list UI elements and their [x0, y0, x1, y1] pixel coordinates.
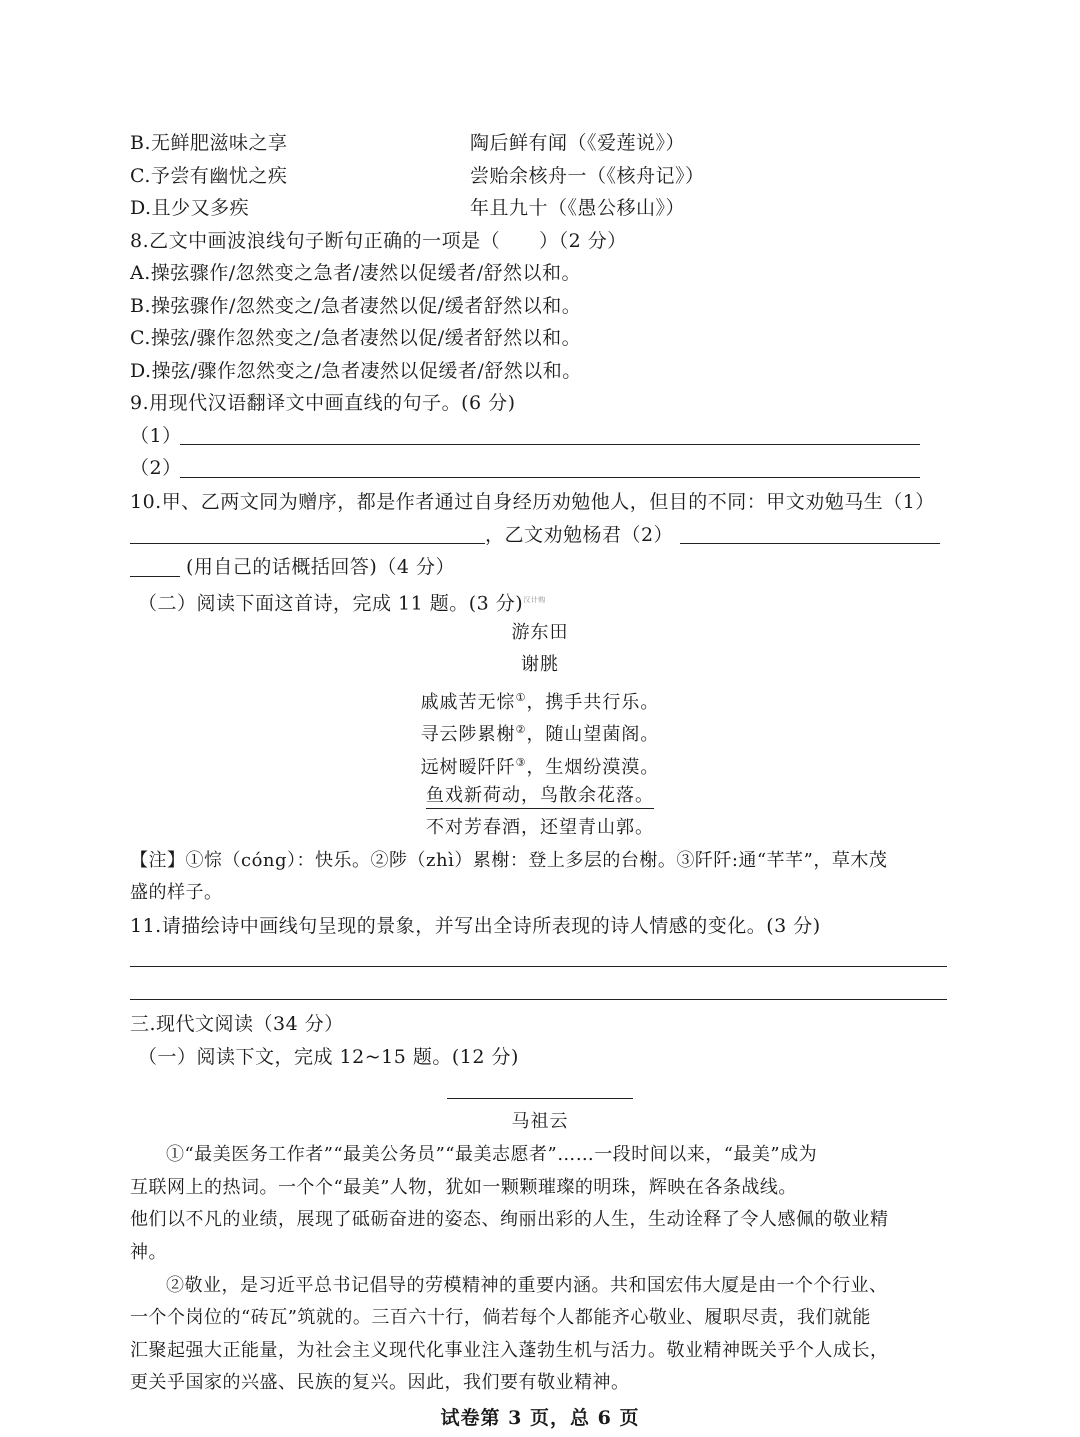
article-p2-line-3: 汇聚起强大正能量，为社会主义现代化事业注入蓬勃生机与活力。敬业精神既关乎个人成长， — [130, 1340, 889, 1361]
q10-line-3: (用自己的话概括回答)（4 分） — [186, 556, 455, 578]
q8-option-b: B.操弦骤作/忽然变之/急者凄然以促/缓者舒然以和。 — [130, 295, 582, 317]
q10-line-1: 10.甲、乙两文同为赠序，都是作者通过自身经历劝勉他人，但目的不同：甲文劝勉马生（1） — [130, 491, 935, 513]
poem-note-line-2: 盛的样子。 — [130, 882, 223, 903]
article-title-blank[interactable] — [447, 1098, 633, 1099]
q7-option-b: B.无鲜肥滋味之享 陶后鲜有闻（《爱莲说》） — [130, 132, 686, 154]
q9-item-2: （2） — [130, 457, 182, 479]
q7-option-c: C.予尝有幽忧之疾 尝贻余核舟一（《核舟记》） — [130, 165, 705, 187]
poem-line-2: 寻云陟累榭②，随山望菌阁。 — [420, 723, 660, 745]
part3-sub-heading: （一）阅读下文，完成 12~15 题。(12 分) — [138, 1046, 519, 1068]
article-p1-line-4: 神。 — [130, 1242, 167, 1263]
q9-stem: 9.用现代汉语翻译文中画直线的句子。(6 分) — [130, 392, 516, 414]
part3-heading: 三.现代文阅读（34 分） — [130, 1013, 344, 1035]
q10-line-2: ，乙文劝勉杨君（2） — [485, 524, 674, 546]
q8-option-d: D.操弦/骤作忽然变之/急者凄然以促缓者/舒然以和。 — [130, 360, 582, 382]
q11-answer-line-1[interactable] — [130, 966, 947, 967]
article-author: 马祖云 — [511, 1111, 569, 1132]
q9-item-1: （1） — [130, 425, 182, 447]
poem-line-3: 远树暧阡阡③，生烟纷漠漠。 — [420, 756, 660, 778]
poem-title: 游东田 — [511, 622, 569, 643]
q10-answer-line-1[interactable] — [130, 543, 485, 544]
q9-answer-line-2[interactable] — [180, 477, 920, 478]
article-p2-line-2: 一个个岗位的“砖瓦”筑就的。三百六十行，倘若每个人都能齐心敬业、履职尽责，我们就能 — [130, 1307, 871, 1328]
q8-option-a: A.操弦骤作/忽然变之急者/凄然以促缓者/舒然以和。 — [130, 262, 581, 284]
q11-answer-line-2[interactable] — [130, 999, 947, 1000]
q8-stem: 8.乙文中画波浪线句子断句正确的一项是（ ）（2 分） — [130, 230, 627, 252]
poem-line-4-underlined: 鱼戏新荷动，鸟散余花落。 — [0, 782, 1080, 810]
article-p1-line-2: 互联网上的热词。一个个“最美”人物，犹如一颗颗璀璨的明珠，辉映在各条战线。 — [130, 1177, 797, 1198]
q10-answer-line-3[interactable] — [130, 576, 180, 577]
q7-option-d: D.且少又多疾 年且九十（《愚公移山》） — [130, 197, 686, 219]
q10-answer-line-2[interactable] — [680, 543, 940, 544]
page-footer: 试卷第 3 页，总 6 页 — [440, 1407, 640, 1429]
q11-stem: 11.请描绘诗中画线句呈现的景象，并写出全诗所表现的诗人情感的变化。(3 分) — [130, 915, 821, 937]
poem-author: 谢朓 — [521, 654, 559, 675]
poem-line-5: 不对芳春酒，还望青山郭。 — [426, 817, 654, 838]
part2-heading: （二）阅读下面这首诗，完成 11 题。(3 分)$^{汉计购}$ — [138, 592, 546, 615]
q8-option-c: C.操弦/骤作忽然变之/急者凄然以促/缓者舒然以和。 — [130, 327, 582, 349]
poem-line-1: 戚戚苦无悰①，携手共行乐。 — [420, 691, 660, 713]
article-p2-line-1: ②敬业，是习近平总书记倡导的劳模精神的重要内涵。共和国宏伟大厦是由一个个行业、 — [166, 1275, 888, 1296]
article-p2-line-4: 更关乎国家的兴盛、民族的复兴。因此，我们要有敬业精神。 — [130, 1372, 630, 1393]
poem-note-line-1: 【注】①悰（cóng）：快乐。②陟（zhì）累榭：登上多层的台榭。③阡阡:通“芊芊”，草木茂 — [130, 850, 888, 871]
article-p1-line-1: ①“最美医务工作者”“最美公务员”“最美志愿者”……一段时间以来，“最美”成为 — [166, 1144, 818, 1165]
q9-answer-line-1[interactable] — [180, 444, 920, 445]
article-p1-line-3: 他们以不凡的业绩，展现了砥砺奋进的姿态、绚丽出彩的人生，生动诠释了令人感佩的敬业精 — [130, 1209, 889, 1230]
